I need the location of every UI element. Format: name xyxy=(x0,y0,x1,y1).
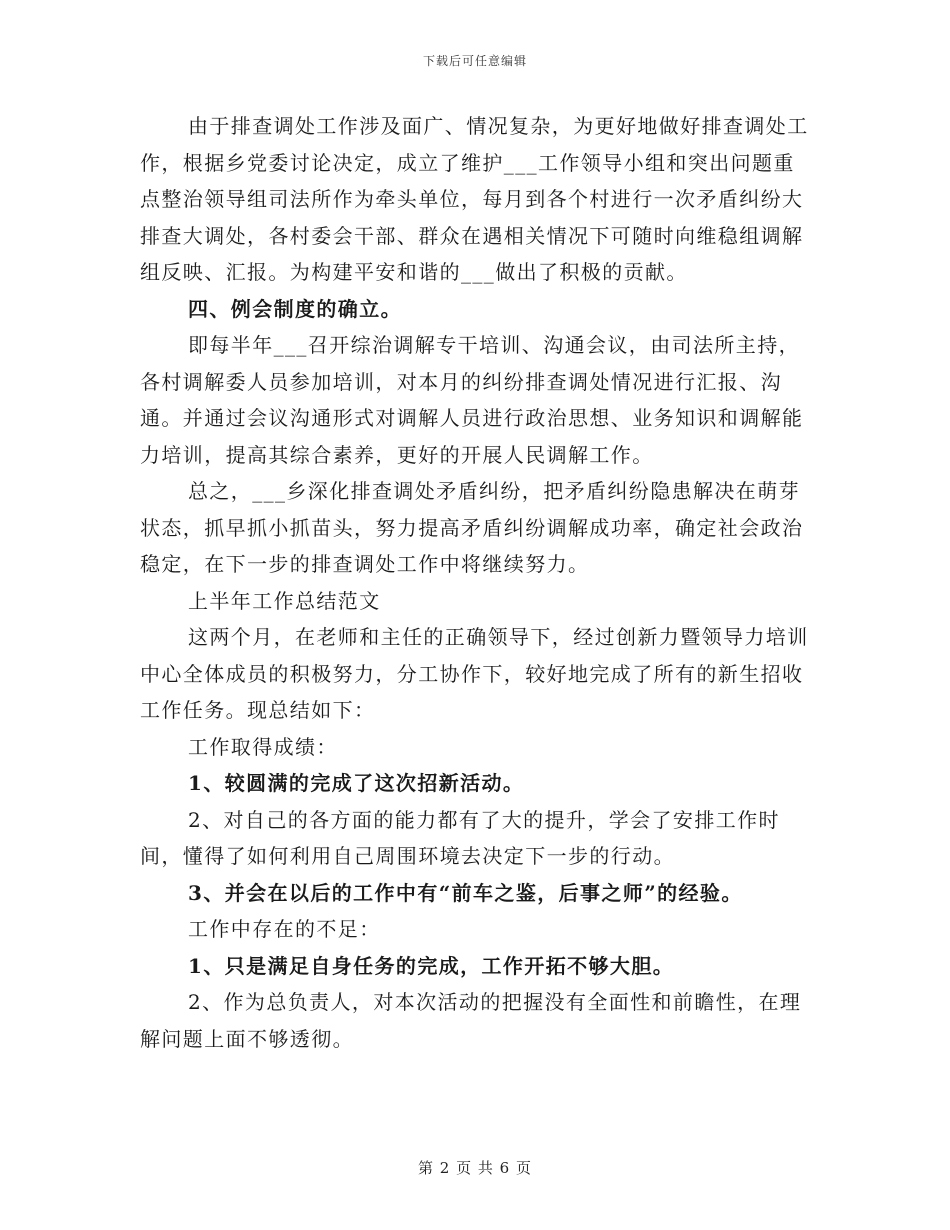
paragraph-intro-summary: 这两个月，在老师和主任的正确领导下，经过创新力暨领导力培训中心全体成员的积极努力，分工协作下，较好地完成了所有的新生招收工作任务。现总结如下： xyxy=(140,625,809,722)
paragraph-meeting-training: 即每半年___召开综治调解专干培训、沟通会议，由司法所主持，各村调解委人员参加培训，对本月的纠纷排查调处情况进行汇报、沟通。并通过会议沟通形式对调解人员进行政治思想、业务知识和调解能力培训，提高其综合素养，更好的开展人民调解工作。 xyxy=(140,333,804,467)
page-number: 第 2 页 共 6 页 xyxy=(418,1159,532,1177)
achievement-item-2: 2、对自己的各方面的能力都有了大的提升，学会了安排工作时间，懂得了如何利用自己周围环境去决定下一步的行动。 xyxy=(140,807,780,868)
achievement-item-3: 3、并会在以后的工作中有“前车之鉴，后事之师”的经验。 xyxy=(188,880,743,905)
subheading-achievements: 工作取得成绩： xyxy=(188,734,338,759)
document-body xyxy=(140,108,810,1057)
subheading-shortcomings: 工作中存在的不足： xyxy=(188,917,381,941)
shortcoming-item-1: 1、只是满足自身任务的完成，工作开拓不够大胆。 xyxy=(188,953,675,978)
paragraph-conclusion: 总之，___乡深化排查调处矛盾纠纷，把矛盾纠纷隐患解决在萌芽状态，抓早抓小抓苗头，努力提高矛盾纠纷调解成功率，确定社会政治稳定，在下一步的排查调处工作中将继续努力。 xyxy=(140,479,804,576)
shortcoming-item-2: 2、作为总负责人，对本次活动的把握没有全面性和前瞻性，在理解问题上面不够透彻。 xyxy=(140,990,802,1051)
section-heading-meeting-system: 四、例会制度的确立。 xyxy=(188,296,402,321)
paragraph-dispute-mediation: 由于排查调处工作涉及面广、情况复杂，为更好地做好排查调处工作，根据乡党委讨论决定，成立了维护___工作领导小组和突出问题重点整治领导组司法所作为牵头单位，每月到各个村进行一次矛盾纠纷大排查大调处，各村委会干部、群众在遇相关情况下可随时向维稳组调解组反映、汇报。为构建平安和谐的___做出了积极的贡献。 xyxy=(140,114,809,284)
document-subtitle: 上半年工作总结范文 xyxy=(188,588,381,613)
page-header: 下载后可任意编辑 xyxy=(422,54,527,68)
achievement-item-1: 1、较圆满的完成了这次招新活动。 xyxy=(188,771,525,795)
